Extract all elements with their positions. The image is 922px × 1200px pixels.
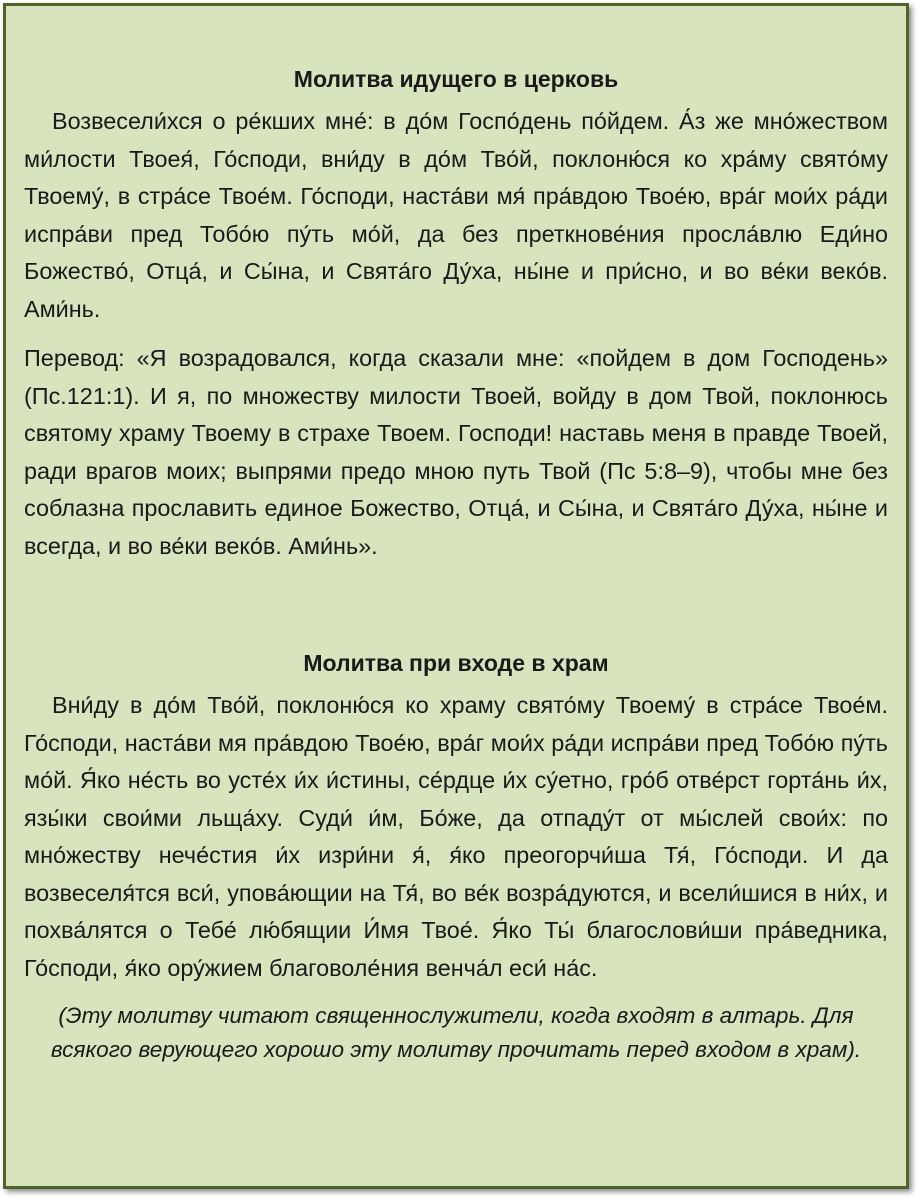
prayer-text-church: Возвесели́хся о ре́кших мне́: в до́м Госпо́день по́йдем. А́з же мно́жеством ми́лости Твоея́, Го́споди, вни́ду в до́м Тво́й, поклоню́ся ко хра́му свято́му Твоему́, в стра́се Твое́м. Го́споди, наста́ви мя́ пра́вдою Твое́ю, вра́г мои́х ра́ди испра́ви пред Тобо́ю пу́ть мо́й, да без преткнове́ния просла́влю Еди́но Божество́, Отца́, и Сы́на, и Свята́го Ду́ха, ны́не и при́сно, и во ве́ки веко́в. Ами́нь. — [24, 108, 888, 322]
translation-text: Перевод: «Я возрадовался, когда сказали мне: «пойдем в дом Господень» (Пс.121:1). И я, по множеству милости Твоей, войду в дом Твой, поклонюсь святому храму Твоему в страхе Твоем. Господи! наставь меня в правде Твоей, ради врагов моих; выпрями предо мною путь Твой (Пс 5:8–9), чтобы мне без соблазна прославить единое Божество, Отца́, и Сы́на, и Свята́го Ду́ха, ны́не и всегда, и во ве́ки веко́в. Ами́нь». — [24, 345, 888, 559]
section-title-church: Молитва идущего в церковь — [293, 66, 619, 92]
card-content — [24, 61, 888, 1079]
prayer-card — [3, 3, 909, 1189]
section-title-temple: Молитва при входе в храм — [303, 650, 609, 676]
prayer-text-temple: Вни́ду в до́м Тво́й, поклоню́ся ко храму свято́му Твоему́ в стра́се Твое́м. Го́споди, наста́ви мя пра́вдою Твое́ю, вра́г мои́х ра́ди испра́ви пред Тобо́ю пу́ть мо́й. Я́ко не́сть во усте́х и́х и́стины, се́рдце и́х су́етно, гро́б отве́рст горта́нь и́х, язы́ки свои́ми льща́ху. Суди́ и́м, Бо́же, да отпаду́т от мы́слей свои́х: по мно́жеству нече́стия и́х изри́ни я́, я́ко преогорчи́ша Тя́, Го́споди. И да возвеселя́тся вси́, упова́ющии на Тя́, во ве́к возра́дуются, и всели́шися в ни́х, и похва́лятся о Тебе́ лю́бящии И́мя Твое́. Я́ко Ты́ благослови́ши пра́ведника, Го́споди, я́ко ору́жием благоволе́ния венча́л еси́ на́с. — [24, 692, 888, 981]
prayer-note: (Эту молитву читают священнослужители, когда входят в алтарь. Для всякого верующего хорошо эту молитву прочитать перед входом в храм). — [50, 1003, 862, 1062]
section-spacer — [24, 577, 888, 645]
